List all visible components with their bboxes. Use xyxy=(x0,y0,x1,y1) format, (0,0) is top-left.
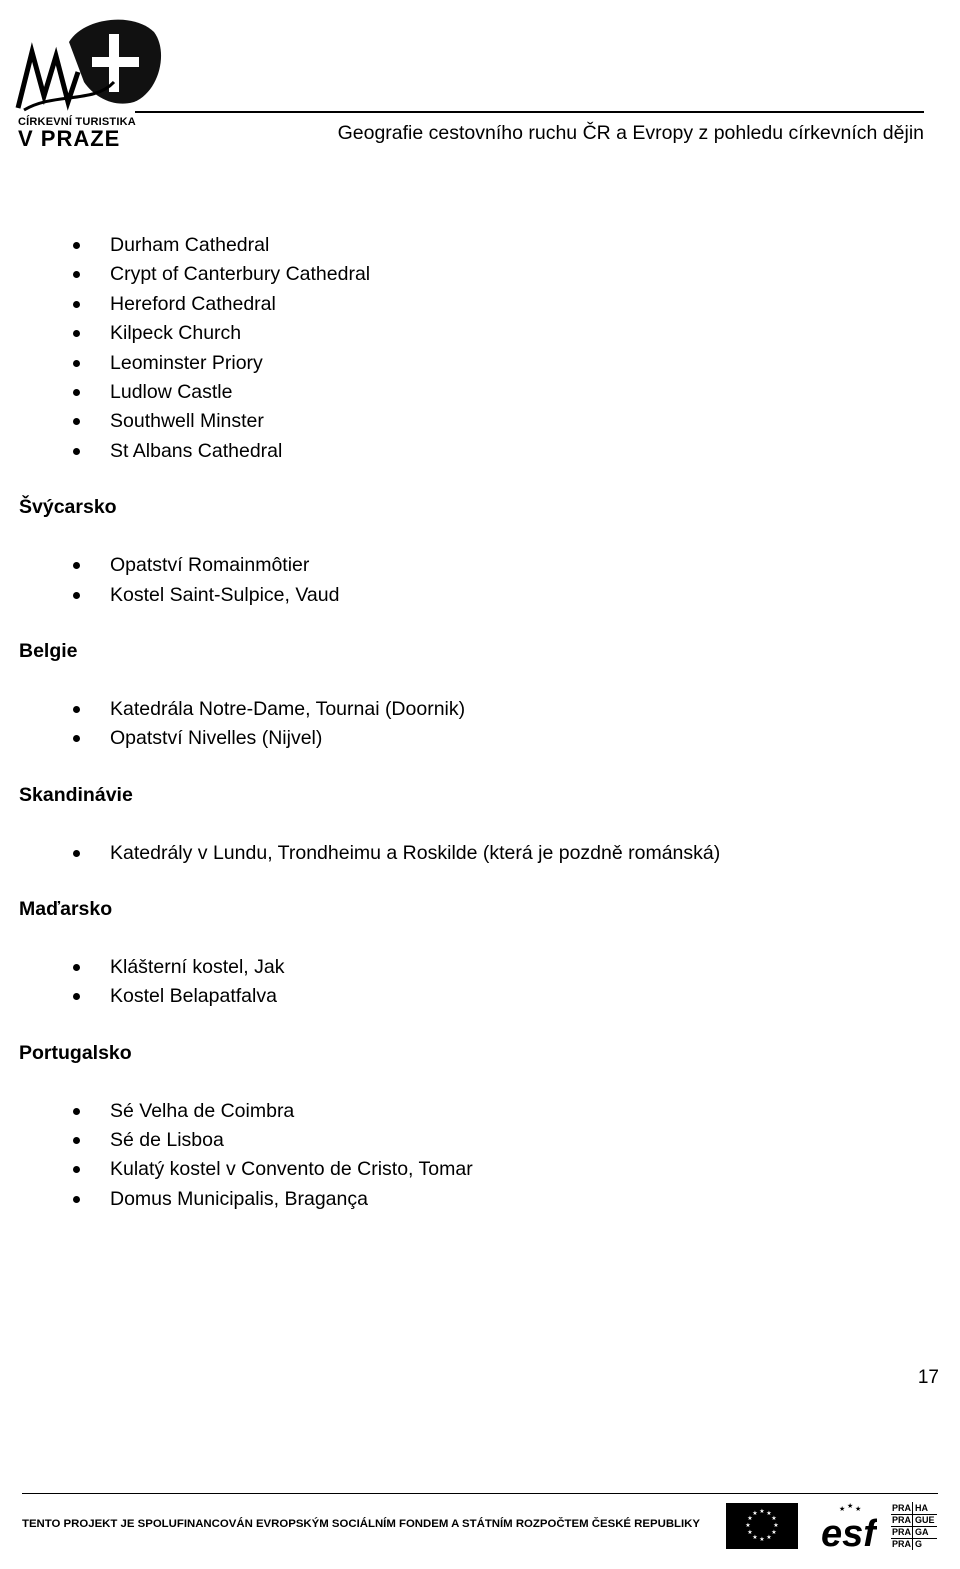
section-heading: Skandinávie xyxy=(19,784,133,806)
svg-text:★: ★ xyxy=(771,1529,777,1536)
logo-emblem-icon xyxy=(14,12,164,116)
list-item: Opatství Nivelles (Nijvel) xyxy=(110,727,323,749)
praha-logo xyxy=(891,1502,937,1550)
list-item: Klášterní kostel, Jak xyxy=(110,956,285,978)
list-item: Hereford Cathedral xyxy=(110,293,276,315)
bullet-icon xyxy=(73,242,80,249)
page-number: 17 xyxy=(917,1367,939,1388)
praha-logo-text: PRA xyxy=(892,1539,912,1549)
bullet-icon xyxy=(73,271,80,278)
praha-logo-text: G xyxy=(915,1539,923,1549)
svg-text:★: ★ xyxy=(747,1529,753,1536)
svg-text:★: ★ xyxy=(847,1502,854,1510)
bullet-icon xyxy=(73,1196,80,1203)
list-item: Kulatý kostel v Convento de Cristo, Tomar xyxy=(110,1158,473,1180)
list-item: Ludlow Castle xyxy=(110,381,233,403)
list-item: Sé Velha de Coimbra xyxy=(110,1100,295,1122)
list-item: Domus Municipalis, Bragança xyxy=(110,1188,368,1210)
document-title: Geografie cestovního ruchu ČR a Evropy z pohledu církevních dějin xyxy=(337,122,924,144)
praha-logo-text: PRA xyxy=(892,1527,912,1537)
bullet-icon xyxy=(73,448,80,455)
section-heading: Maďarsko xyxy=(19,898,113,920)
bullet-icon xyxy=(73,562,80,569)
bullet-icon xyxy=(73,735,80,742)
praha-logo-text: HA xyxy=(915,1503,928,1513)
bullet-icon xyxy=(73,706,80,713)
list-item: Crypt of Canterbury Cathedral xyxy=(110,263,371,285)
list-item: Kilpeck Church xyxy=(110,322,242,344)
svg-text:★: ★ xyxy=(759,1508,765,1515)
praha-logo-text: PRA xyxy=(892,1503,912,1513)
svg-text:★: ★ xyxy=(771,1515,777,1522)
bullet-icon xyxy=(73,850,80,857)
praha-logo-text: GUE xyxy=(915,1515,935,1525)
bullet-icon xyxy=(73,330,80,337)
bullet-icon xyxy=(73,1108,80,1115)
section-heading: Švýcarsko xyxy=(19,496,117,518)
list-item: Katedrály v Lundu, Trondheimu a Roskilde (která je pozdně románská) xyxy=(110,842,721,864)
svg-text:★: ★ xyxy=(773,1522,779,1529)
svg-text:★: ★ xyxy=(752,1510,758,1517)
footer-funding-text: TENTO PROJEKT JE SPOLUFINANCOVÁN EVROPSKÝM SOCIÁLNÍM FONDEM A STÁTNÍM ROZPOČTEM ČESKÉ REPUBLIKY xyxy=(22,1518,700,1530)
svg-text:★: ★ xyxy=(766,1534,772,1541)
eu-flag-icon xyxy=(726,1503,798,1549)
svg-text:★: ★ xyxy=(766,1510,772,1517)
section-heading: Belgie xyxy=(19,640,78,662)
footer-divider xyxy=(22,1493,938,1494)
svg-text:★: ★ xyxy=(855,1505,862,1513)
section-heading: Portugalsko xyxy=(19,1042,132,1064)
header-divider xyxy=(135,111,924,113)
organization-logo xyxy=(14,12,164,150)
svg-text:★: ★ xyxy=(752,1534,758,1541)
svg-text:★: ★ xyxy=(839,1505,846,1513)
list-item: Durham Cathedral xyxy=(110,234,270,256)
logo-text-line2: V PRAZE xyxy=(18,126,121,151)
svg-text:★: ★ xyxy=(759,1536,765,1543)
list-item: St Albans Cathedral xyxy=(110,440,283,462)
list-item: Katedrála Notre-Dame, Tournai (Doornik) xyxy=(110,698,466,720)
praha-logo-text: PRA xyxy=(892,1515,912,1525)
list-item: Opatství Romainmôtier xyxy=(110,554,310,576)
bullet-icon xyxy=(73,1166,80,1173)
svg-text:★: ★ xyxy=(745,1522,751,1529)
list-item: Kostel Saint-Sulpice, Vaud xyxy=(110,584,340,606)
svg-text:esf: esf xyxy=(821,1513,876,1550)
bullet-icon xyxy=(73,1137,80,1144)
list-item: Leominster Priory xyxy=(110,352,263,374)
logo-text-line1: CÍRKEVNÍ TURISTIKA xyxy=(18,116,136,128)
bullet-icon xyxy=(73,592,80,599)
bullet-icon xyxy=(73,993,80,1000)
bullet-icon xyxy=(73,360,80,367)
svg-text:★: ★ xyxy=(747,1515,753,1522)
list-item: Kostel Belapatfalva xyxy=(110,985,277,1007)
praha-logo-text: GA xyxy=(915,1527,929,1537)
bullet-icon xyxy=(73,418,80,425)
esf-logo xyxy=(819,1502,877,1550)
bullet-icon xyxy=(73,389,80,396)
bullet-icon xyxy=(73,301,80,308)
bullet-icon xyxy=(73,964,80,971)
list-item: Sé de Lisboa xyxy=(110,1129,224,1151)
list-item: Southwell Minster xyxy=(110,410,264,432)
